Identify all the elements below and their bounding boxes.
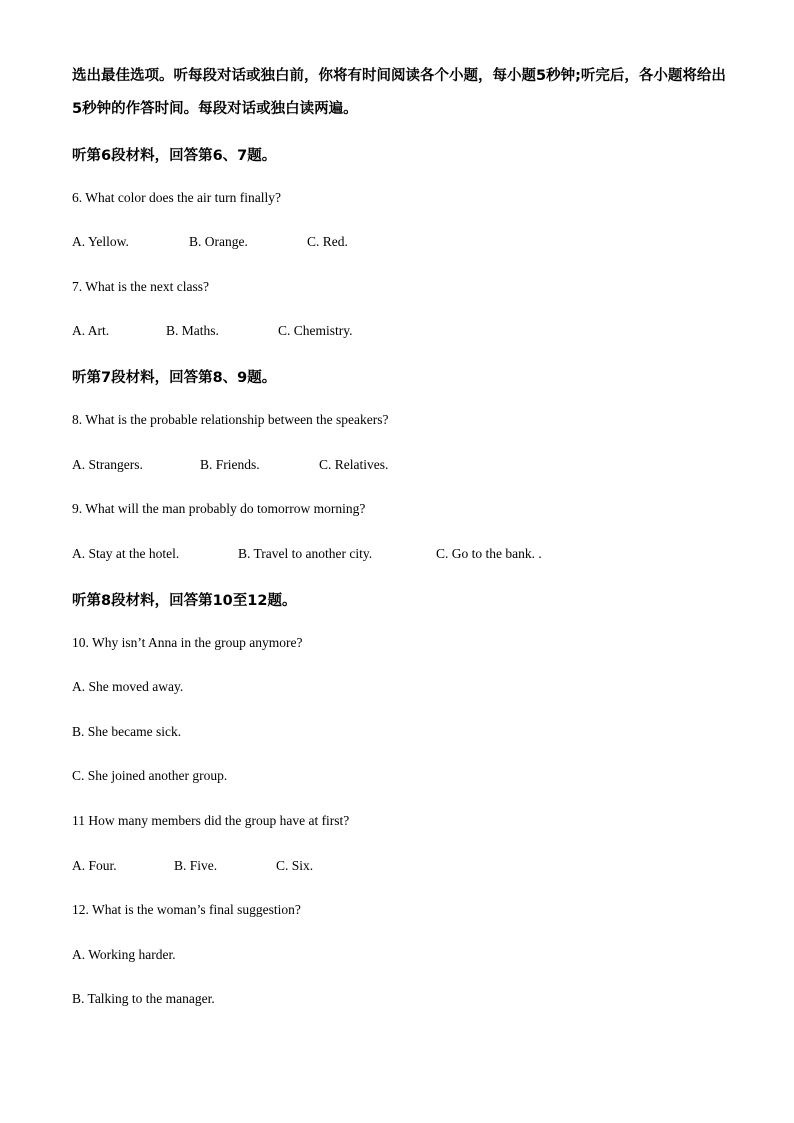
option-b: B. Orange. (189, 234, 248, 249)
option-c: C. Red. (307, 234, 348, 249)
question-text: 11 How many members did the group have at first? (72, 813, 350, 828)
option-a: A. She moved away. (72, 679, 184, 694)
question-text: 6. What color does the air turn finally? (72, 190, 281, 205)
option-b: B. Talking to the manager. (72, 991, 215, 1006)
option-c: C. Chemistry. (278, 323, 353, 338)
section-header: 听第7段材料，回答第8、9题。 (72, 370, 277, 386)
question-text: 7. What is the next class? (72, 279, 209, 294)
section-header: 听第8段材料，回答第10至12题。 (72, 593, 297, 609)
option-b: B. Maths. (166, 323, 219, 338)
option-a: A. Art. (72, 323, 110, 338)
option-a: A. Working harder. (72, 947, 176, 962)
intro-paragraph: 选出最佳选项。听每段对话或独白前，你将有时间阅读各个小题，每小题5秒钟;听完后，各小题将给出5秒钟的作答时间。每段对话或独白读两遍。 (72, 68, 726, 117)
question-text: 9. What will the man probably do tomorrow morning? (72, 501, 366, 516)
section-header: 听第6段材料，回答第6、7题。 (72, 148, 277, 164)
question-text: 8. What is the probable relationship between the speakers? (72, 412, 389, 427)
option-b: B. Friends. (200, 457, 260, 472)
option-a: A. Four. (72, 858, 117, 873)
option-b: B. Travel to another city. (238, 546, 373, 561)
option-a: A. Strangers. (72, 457, 143, 472)
option-c: C. She joined another group. (72, 768, 228, 783)
option-b: B. Five. (174, 858, 218, 873)
option-c: C. Go to the bank. . (436, 546, 542, 561)
question-text: 12. What is the woman’s final suggestion? (72, 902, 301, 917)
option-b: B. She became sick. (72, 724, 182, 739)
option-c: C. Relatives. (319, 457, 389, 472)
question-text: 10. Why isn’t Anna in the group anymore? (72, 635, 303, 650)
option-a: A. Yellow. (72, 234, 129, 249)
option-c: C. Six. (276, 858, 314, 873)
option-a: A. Stay at the hotel. (72, 546, 180, 561)
